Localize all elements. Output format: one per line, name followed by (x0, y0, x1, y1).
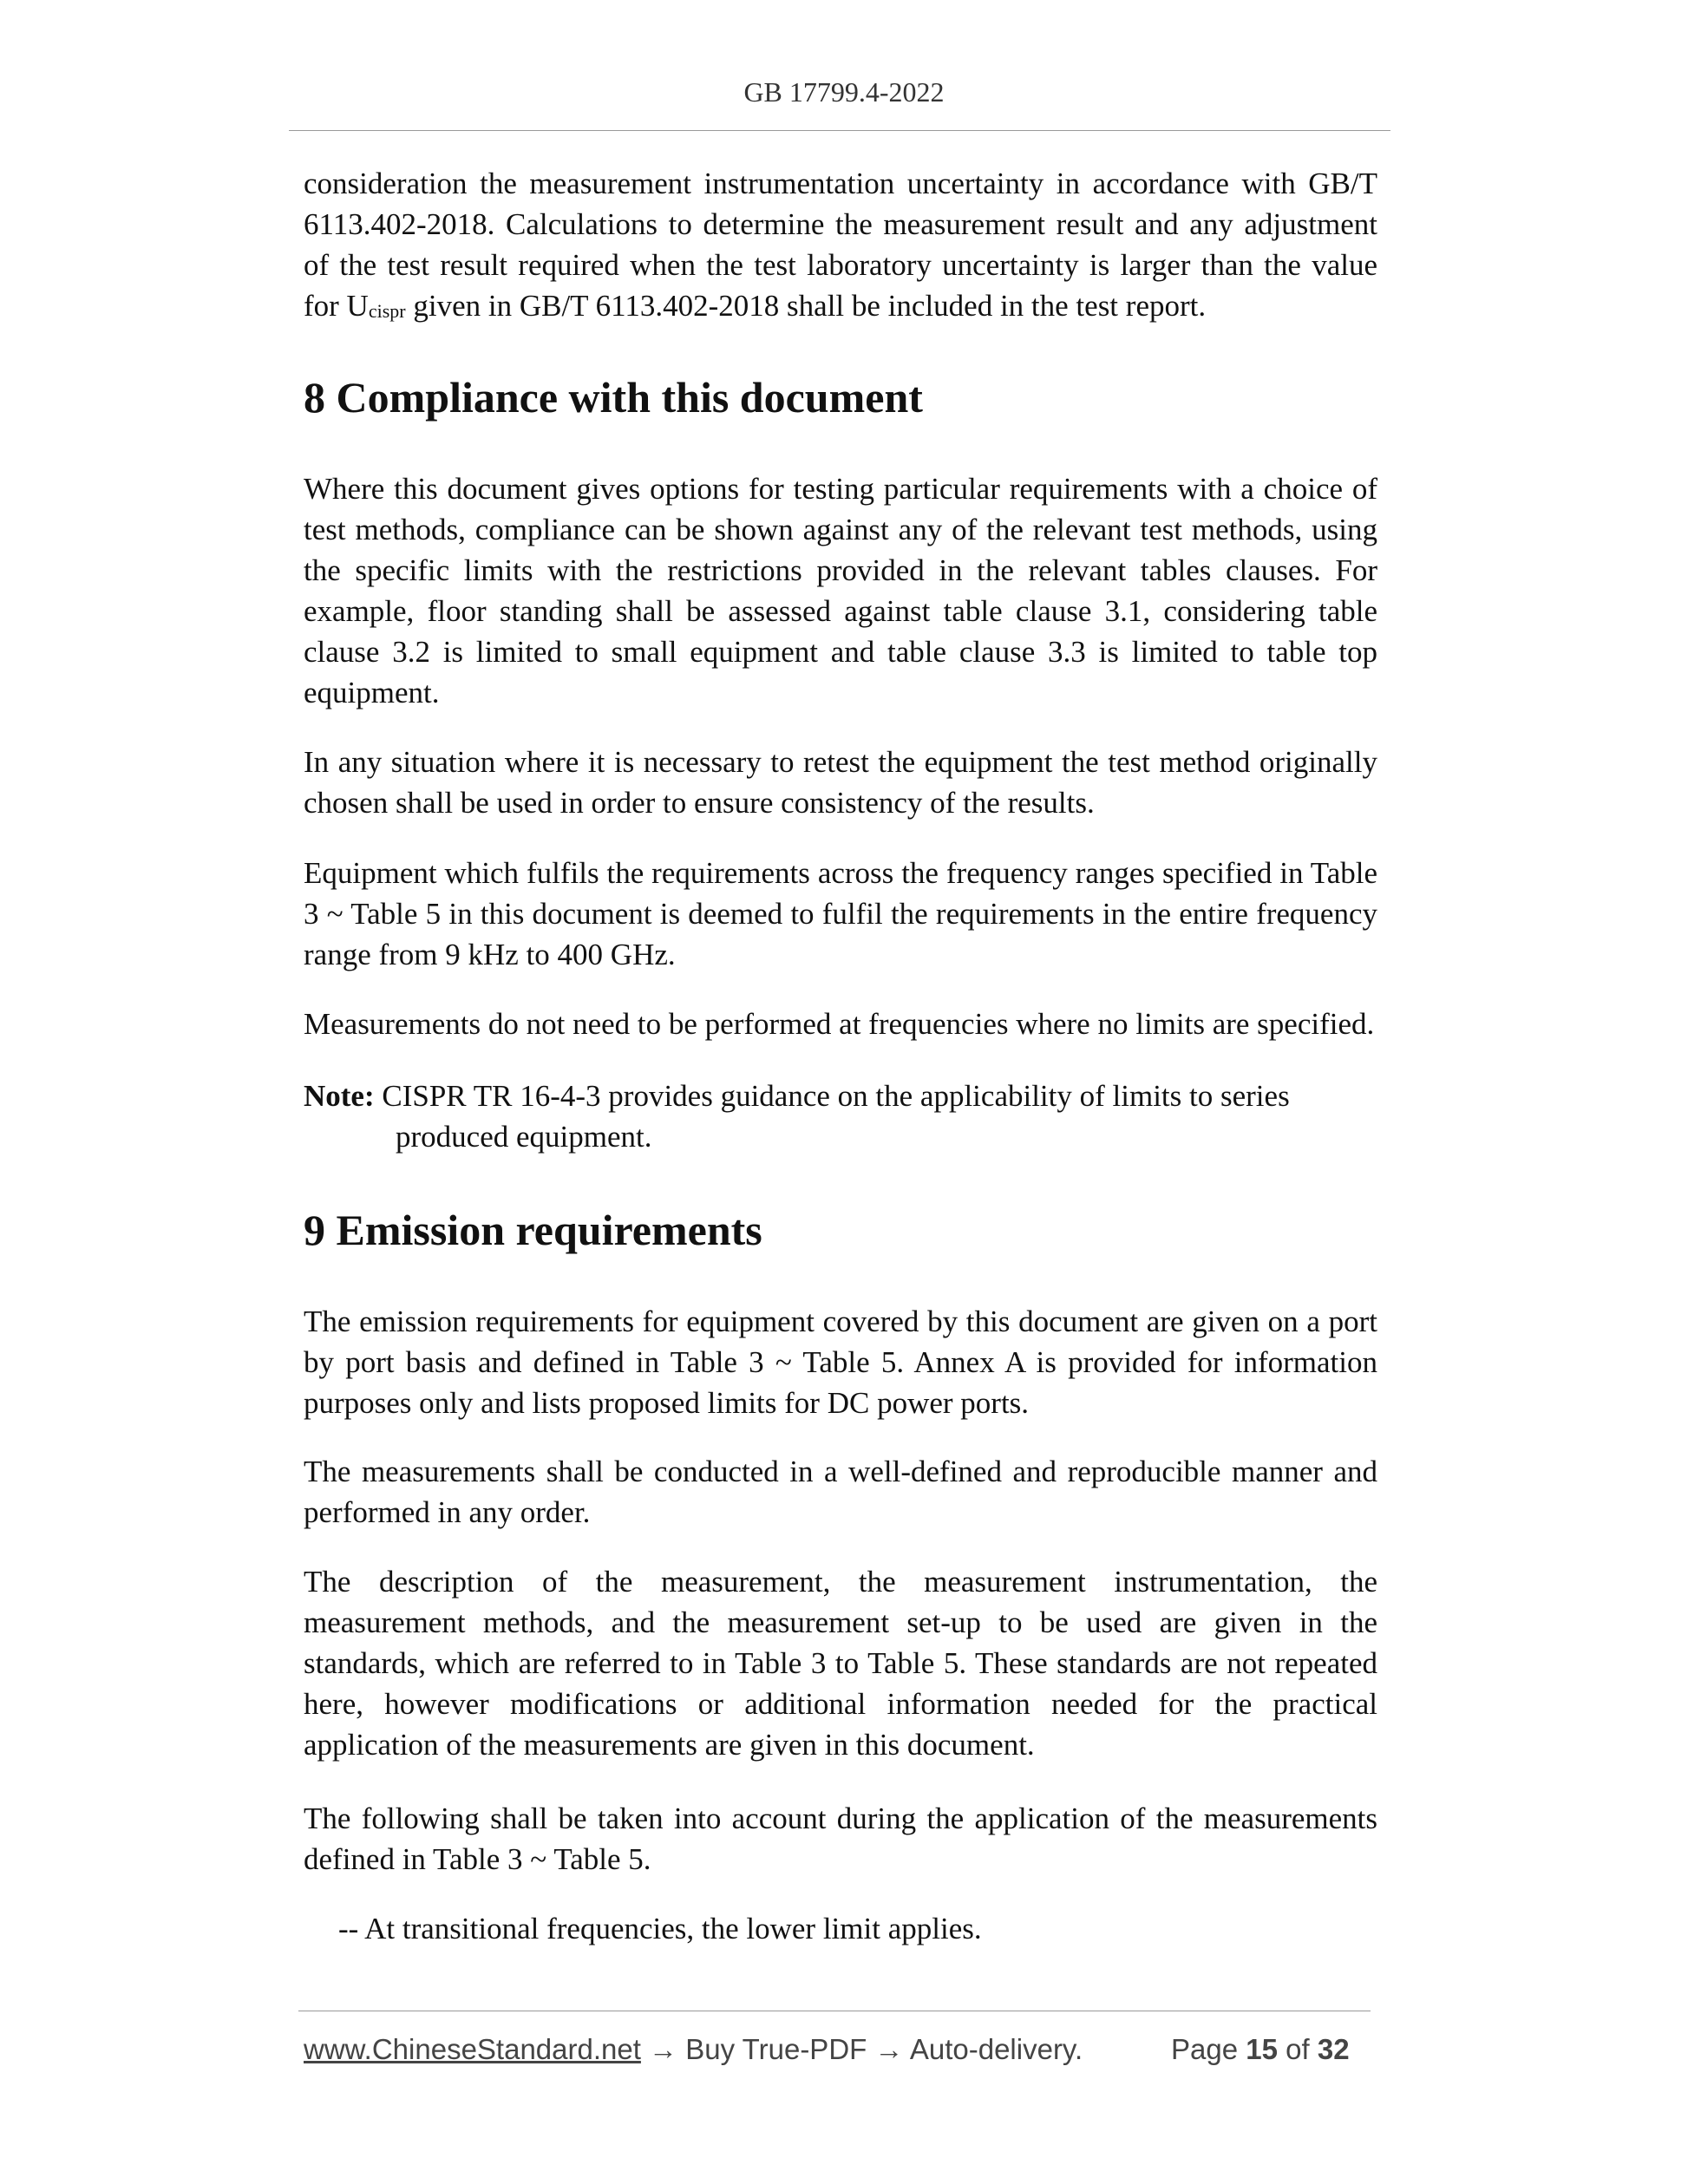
note-label: Note: (304, 1079, 375, 1113)
total-page-count: 32 (1317, 2033, 1350, 2065)
current-page-number: 15 (1246, 2033, 1278, 2065)
of-word: of (1286, 2033, 1310, 2065)
section-8-paragraph-2: In any situation where it is necessary to retest the equipment the test method originally chosen shall be used in order to ensure consistency of the results. (304, 745, 1377, 820)
footer-promo (304, 2033, 1083, 2066)
section-8-heading: 8 Compliance with this document (304, 373, 923, 422)
section-9-heading: 9 Emission requirements (304, 1206, 762, 1254)
section-9-paragraph-2: The measurements shall be conducted in a well-defined and reproducible manner and performed in any order. (304, 1455, 1377, 1529)
note-text-line2: produced equipment. (396, 1120, 652, 1154)
section-9-paragraph-4: The following shall be taken into account during the application of the measurements defined in Table 3 ~ Table 5. (304, 1801, 1377, 1876)
footer-buy-text: Buy True-PDF (685, 2033, 867, 2065)
section-8-paragraph-3: Equipment which fulfils the requirements across the frequency ranges specified in Table 3 ~ Table 5 in this document is deemed to fulfil the requirements in the entire frequency range from 9 kHz to 400 GHz. (304, 856, 1377, 971)
section-8-note (304, 1076, 1377, 1157)
note-text-line1: CISPR TR 16-4-3 provides guidance on the applicability of limits to series (382, 1079, 1290, 1113)
footer-website-link[interactable]: www.ChineseStandard.net (304, 2033, 641, 2065)
section-8-paragraph-4: Measurements do not need to be performed at frequencies where no limits are specified. (304, 1007, 1375, 1041)
arrow-right-icon: → (867, 2033, 910, 2065)
page-header-title: GB 17799.4-2022 (743, 76, 945, 108)
arrow-right-icon: → (640, 2033, 686, 2065)
section-8-paragraph-1: Where this document gives options for testing particular requirements with a choice of test methods, compliance can be shown against any of the relevant test methods, using the specific limits with the restrictions provided in the relevant tables clauses. For example, floor standing shall be assessed against table clause 3.1, considering table clause 3.2 is limited to small equipment and table clause 3.3 is limited to table top equipment. (304, 472, 1377, 709)
intro-text-part1: consideration the measurement instrumentation uncertainty in accordance with GB/T 6113.402-2018. Calculations to determine the measurement result and any adjustment of the test result required when the test laboratory uncertainty is larger than the value for U (304, 167, 1377, 323)
footer-delivery-text: Auto-delivery. (909, 2033, 1083, 2065)
page-word: Page (1171, 2033, 1239, 2065)
intro-paragraph (304, 163, 1377, 331)
intro-text-part2: given in GB/T 6113.402-2018 shall be included in the test report. (405, 289, 1207, 323)
section-9-paragraph-1: The emission requirements for equipment covered by this document are given on a port by port basis and defined in Table 3 ~ Table 5. Annex A is provided for information purposes only and lists proposed limits for DC power ports. (304, 1305, 1377, 1420)
ucispr-subscript: cispr (368, 300, 406, 322)
list-item: -- At transitional frequencies, the lower limit applies. (338, 1912, 982, 1945)
header-divider (289, 130, 1390, 131)
section-9-paragraph-3: The description of the measurement, the measurement instrumentation, the measurement methods, and the measurement set-up to be used are given in the standards, which are referred to in Table 3 to Table 5. These standards are not repeated here, however modifications or additional information needed for the practical application of the measurements are given in this document. (304, 1565, 1377, 1762)
page-number-indicator (1171, 2033, 1350, 2066)
